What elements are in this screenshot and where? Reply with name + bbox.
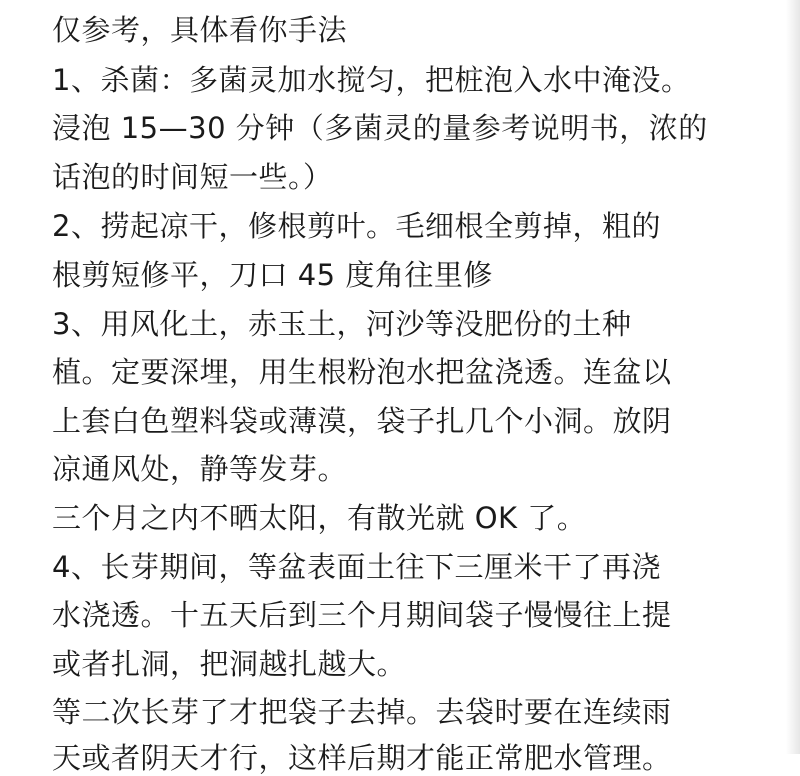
page-edge-shadow bbox=[786, 0, 800, 754]
note-line: 凉通风处，静等发芽。 bbox=[52, 452, 348, 486]
note-line: 话泡的时间短一些。） bbox=[52, 160, 333, 194]
note-line: 4、长芽期间，等盆表面土往下三厘米干了再浇 bbox=[52, 550, 661, 584]
note-line: 植。定要深埋，用生根粉泡水把盆浇透。连盆以 bbox=[52, 355, 672, 389]
note-line: 水浇透。十五天后到三个月期间袋子慢慢往上提 bbox=[52, 598, 672, 632]
note-line: 3、用风化土，赤玉土，河沙等没肥份的土种 bbox=[52, 307, 632, 341]
note-line: 等二次长芽了才把袋子去掉。去袋时要在连续雨 bbox=[52, 695, 672, 729]
note-line: 浸泡 15—30 分钟（多菌灵的量参考说明书，浓的 bbox=[52, 111, 708, 145]
note-line: 仅参考，具体看你手法 bbox=[52, 13, 348, 47]
note-line: 上套白色塑料袋或薄漠，袋子扎几个小洞。放阴 bbox=[52, 404, 672, 438]
note-line: 根剪短修平，刀口 45 度角往里修 bbox=[52, 258, 493, 292]
note-line: 或者扎洞，把洞越扎越大。 bbox=[52, 647, 407, 681]
note-line: 2、捞起凉干，修根剪叶。毛细根全剪掉，粗的 bbox=[52, 209, 661, 243]
note-line: 天或者阴天才行，这样后期才能正常肥水管理。 bbox=[52, 741, 672, 775]
note-line: 三个月之内不晒太阳，有散光就 OK 了。 bbox=[52, 501, 587, 535]
note-line: 1、杀菌：多菌灵加水搅匀，把桩泡入水中淹没。 bbox=[52, 63, 691, 97]
